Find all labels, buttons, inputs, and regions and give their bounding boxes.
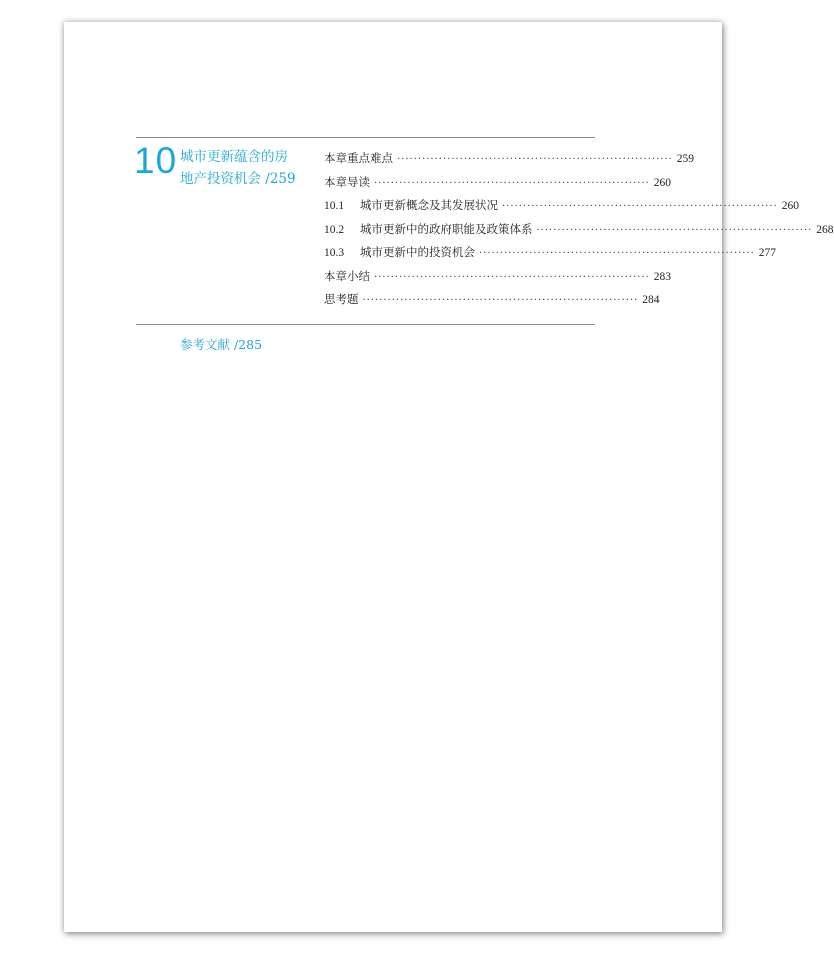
references-link[interactable]: 参考文献 /285 (180, 337, 263, 352)
toc-entry-page: 284 (642, 294, 660, 306)
toc-entry-label: 城市更新中的政府职能及政策体系 (360, 221, 533, 236)
toc-entry-number: 10.2 (324, 223, 345, 236)
toc-entry[interactable] (324, 221, 834, 245)
toc-entry-label: 思考题 (324, 292, 359, 306)
toc-entry[interactable] (324, 174, 672, 198)
toc-leader: ·································································· (536, 224, 813, 236)
chapter-title-line2: 地产投资机会 /259 (180, 171, 296, 187)
toc-entry[interactable] (324, 291, 660, 315)
bottom-rule (136, 324, 595, 325)
toc-entry-label: 城市更新概念及其发展状况 (360, 198, 498, 212)
toc-entry-label: 城市更新中的投资机会 (360, 245, 475, 259)
chapter-number: 10 (134, 140, 178, 181)
toc-entry[interactable] (324, 197, 800, 221)
chapter-title-line1: 城市更新蕴含的房 (180, 149, 288, 165)
document-page (64, 22, 834, 932)
toc-entry[interactable] (324, 244, 777, 268)
toc-list (324, 150, 834, 315)
chapter-title (180, 146, 300, 190)
toc-entry-page: 260 (781, 200, 800, 212)
toc-entry-page: 277 (758, 247, 777, 259)
toc-entry[interactable] (324, 268, 672, 292)
toc-leader: ·································································· (374, 177, 650, 189)
toc-entry-number: 10.1 (324, 200, 345, 212)
toc-entry-label: 本章导读 (324, 174, 370, 189)
toc-entry-page: 283 (653, 270, 672, 283)
toc-leader: ·································································· (362, 295, 639, 306)
toc-entry-label: 本章小结 (324, 268, 370, 283)
toc-entry-label: 本章重点难点 (324, 151, 393, 165)
toc-entry-page: 268 (816, 223, 834, 236)
toc-leader: ·································································· (502, 201, 778, 212)
toc-entry-page: 259 (676, 153, 695, 165)
toc-entry-page: 260 (653, 176, 672, 189)
toc-leader: ·································································· (374, 271, 650, 283)
toc-leader: ·································································· (397, 154, 673, 165)
toc-leader: ·································································· (479, 248, 755, 259)
toc-entry[interactable] (324, 150, 695, 174)
toc-entry-number: 10.3 (324, 247, 345, 259)
top-rule (136, 137, 595, 138)
